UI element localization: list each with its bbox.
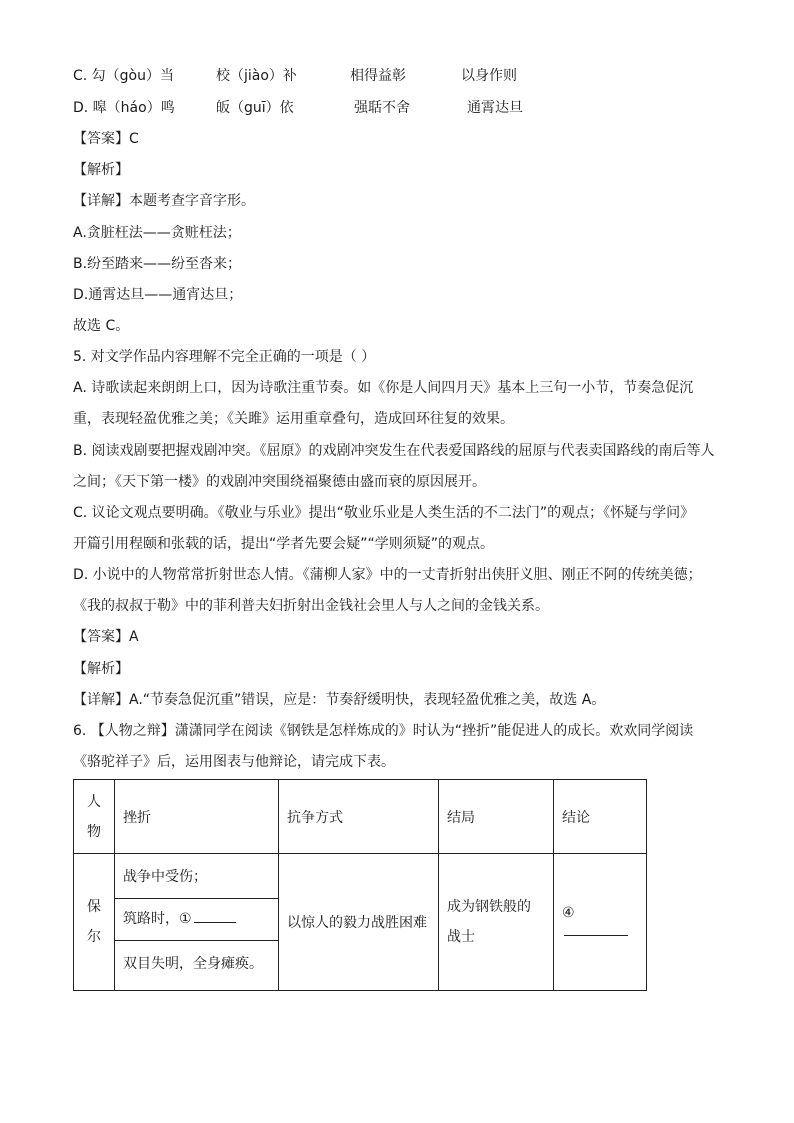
q4-detail: 【详解】本题考查字音字形。 xyxy=(73,193,255,209)
setback-1: 战争中受伤； xyxy=(115,857,278,899)
q5-option-a-1: A. 诗歌读起来朗朗上口，因为诗歌注重节奏。如《你是人间四月天》基本上三句一小节，节奏急促沉 xyxy=(73,380,694,396)
outcome-cell xyxy=(439,854,554,991)
q4-d-2: 皈（guī）依 xyxy=(216,100,294,116)
header-outcome: 结局 xyxy=(439,780,554,854)
q4-d-3: 强聒不舍 xyxy=(354,100,410,116)
q4-d-4: 通霄达旦 xyxy=(467,100,523,116)
q5-option-c-1: C. 议论文观点要明确。《敬业与乐业》提出“敬业乐业是人类生活的不二法门”的观点；《怀疑与学问》 xyxy=(73,505,695,521)
q5-option-b-1: B. 阅读戏剧要把握戏剧冲突。《屈原》的戏剧冲突发生在代表爱国路线的屈原与代表卖国路线的南后等人 xyxy=(73,443,715,459)
header-method: 抗争方式 xyxy=(279,780,439,854)
header-person-text: 人物 xyxy=(87,793,101,840)
blank-1[interactable] xyxy=(194,908,236,923)
q5-option-d-1: D. 小说中的人物常常折射世态人情。《蒲柳人家》中的一丈青折射出侠肝义胆、刚正不阿的传统美德； xyxy=(73,567,702,583)
q4-fix-a: A.贪脏枉法——贪赃枉法； xyxy=(73,225,241,241)
table-row xyxy=(74,854,647,991)
q4-analysis: 【解析】 xyxy=(73,162,129,178)
header-conclusion: 结论 xyxy=(554,780,647,854)
conclusion-cell xyxy=(554,854,647,991)
q5-answer: 【答案】A xyxy=(73,629,139,645)
q5-option-b-2: 之间；《天下第一楼》的戏剧冲突围绕福聚德由盛而衰的原因展开。 xyxy=(73,474,486,490)
setbacks-cell xyxy=(115,854,279,991)
q6-stem-2: 《骆驼祥子》后，运用图表与他辩论，请完成下表。 xyxy=(73,754,395,770)
method-cell: 以惊人的毅力战胜困难 xyxy=(279,854,439,991)
q4-fix-b: B.纷至踏来——纷至沓来； xyxy=(73,256,242,272)
q5-option-a-2: 重，表现轻盈优雅之美；《关雎》运用重章叠句，造成回环往复的效果。 xyxy=(73,411,514,427)
conclusion-marker: ④ xyxy=(562,904,575,921)
header-person xyxy=(74,780,115,854)
q5-option-d-2: 《我的叔叔于勒》中的菲利普夫妇折射出金钱社会里人与人之间的金钱关系。 xyxy=(73,598,549,614)
q4-answer: 【答案】C xyxy=(73,131,139,147)
q6-stem-1: 6. 【人物之辩】潇潇同学在阅读《钢铁是怎样炼成的》时认为“挫折”能促进人的成长。欢欢同学阅读 xyxy=(73,723,694,739)
q5-option-c-2: 开篇引用程颐和张载的话，提出“学者先要会疑”“学则须疑”的观点。 xyxy=(73,536,495,552)
q5-analysis: 【解析】 xyxy=(73,661,129,677)
q4-c-1: C. 勾（gòu）当 xyxy=(73,68,175,84)
q4-fix-d: D.通霄达旦——通宵达旦； xyxy=(73,287,243,303)
person-name: 保尔 xyxy=(87,899,101,945)
person-cell xyxy=(74,854,115,991)
blank-4[interactable] xyxy=(564,921,628,936)
comparison-table xyxy=(73,779,647,991)
q5-stem: 5. 对文学作品内容理解不完全正确的一项是（ ） xyxy=(73,349,376,365)
setback-3: 双目失明，全身瘫痪。 xyxy=(123,956,263,972)
table-header-row xyxy=(74,780,647,854)
q5-detail: 【详解】A.“节奏急促沉重”错误，应是：节奏舒缓明快，表现轻盈优雅之美，故选 A。 xyxy=(73,692,606,708)
q4-c-3: 相得益彰 xyxy=(350,68,406,84)
outcome-text: 成为钢铁般的战士 xyxy=(447,899,531,945)
q4-d-1: D. 嗥（háo）鸣 xyxy=(73,100,175,116)
q4-c-4: 以身作则 xyxy=(461,68,517,84)
header-setback: 挫折 xyxy=(115,780,279,854)
q4-conclusion: 故选 C。 xyxy=(73,318,130,334)
setback-2 xyxy=(115,899,278,941)
setback-2-text: 筑路时，① xyxy=(123,911,192,927)
q4-c-2: 校（jiào）补 xyxy=(216,68,297,84)
